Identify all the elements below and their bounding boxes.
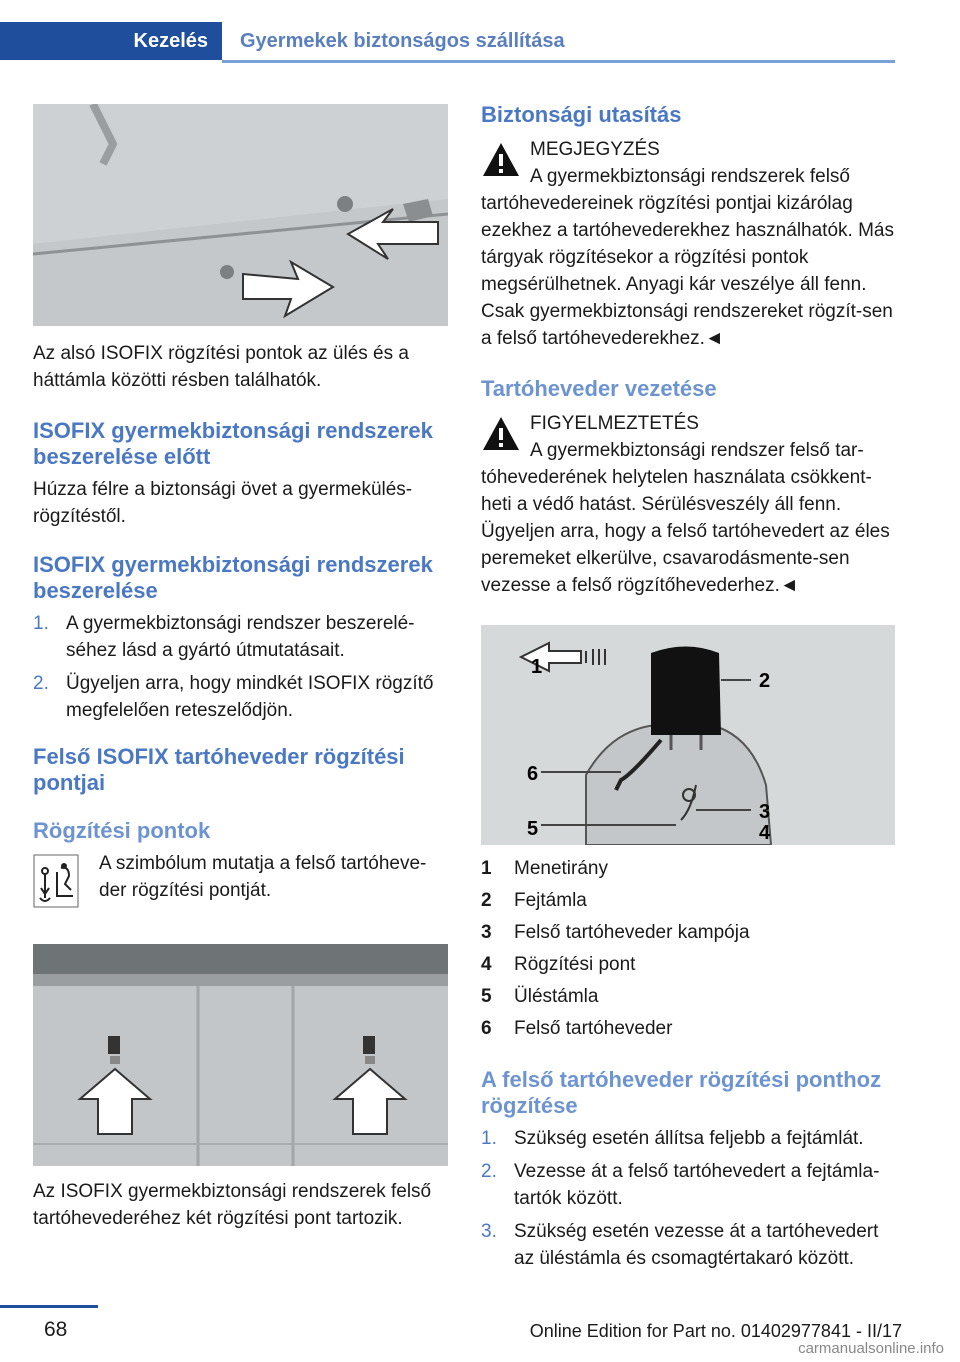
symbol-block <box>33 850 448 920</box>
heading-top-tether-points: Felső ISOFIX tartóheveder rögzítési pontjai <box>33 744 405 795</box>
notice-box <box>481 136 896 352</box>
footer-rule <box>0 1305 98 1308</box>
edition-text: Online Edition for Part no. 01402977841 - II/17 <box>529 1321 902 1341</box>
heading-anchor-points: Rögzítési pontok <box>33 818 211 843</box>
heading-before-install: ISOFIX gyermekbiztonsági rendszerek beszerelése előtt <box>33 418 433 469</box>
diagram-legend <box>481 853 896 1045</box>
seat-gap-illustration <box>33 104 448 326</box>
heading-safety: Biztonsági utasítás <box>481 102 682 127</box>
notice-title: MEGJEGYZÉS <box>530 139 660 160</box>
diagram-label-3: 3 <box>759 801 771 823</box>
warning-title: FIGYELMEZTETÉS <box>530 413 699 434</box>
right-column <box>481 102 896 1272</box>
attach-steps <box>481 1125 896 1272</box>
section-title: Gyermekek biztonságos szállítása <box>240 30 565 52</box>
isofix-seat-photo <box>33 104 448 326</box>
list-item: 1. Szükség esetén állítsa feljebb a fejtámlát. <box>481 1128 864 1149</box>
warning-text: A gyermekbiztonsági rendszer felső tar-tóhevederének helytelen használata csökkent-heti a védő hatást. Sérülésveszély áll fenn. Ügyeljen arra, hogy a felső tartóhevedert az éles peremeket elkerülve, csavarodásmente-sen vezesse a felső rögzítőhevederhez.◄ <box>481 440 890 596</box>
legend-item: 6 Felső tartóheveder <box>481 1018 673 1039</box>
legend-item: 1 Menetirány <box>481 858 608 879</box>
tether-diagram <box>481 625 895 845</box>
chapter-tab: Kezelés <box>0 22 222 60</box>
diagram-label-5: 5 <box>527 818 539 840</box>
child-seat-anchor-icon <box>33 854 79 908</box>
headrest-tether-illustration <box>481 625 895 845</box>
list-item: 2. Ügyeljen arra, hogy mindkét ISOFIX rögzítő megfelelően reteszelődjön. <box>33 673 434 721</box>
page-number: 68 <box>44 1318 68 1341</box>
notice-text: A gyermekbiztonsági rendszerek felső tartóhevedereinek rögzítési pontjai kizárólag ezekhez a tartóhevederekhez használhatók. Más tárgyak rögzítésekor a rögzítési pontok megsérülhetnek. Anyagi kár veszélye áll fenn. Csak gyermekbiztonsági rendszereket rögzít-sen a felső tartóhevederekhez.◄ <box>481 166 894 349</box>
heading-attach-tether: A felső tartóheveder rögzítési ponthoz rögzítése <box>481 1067 882 1118</box>
legend-item: 5 Üléstámla <box>481 986 599 1007</box>
diagram-label-2: 2 <box>759 670 771 692</box>
watermark: carmanualsonline.info <box>798 1340 944 1357</box>
diagram-label-1: 1 <box>531 656 543 678</box>
list-item: 3. Szükség esetén vezesse át a tartóhevedert az üléstámla és csomagtértakaró között. <box>481 1221 879 1269</box>
list-item: 1. A gyermekbiztonsági rendszer beszerelé-séhez lásd a gyártó útmutatásait. <box>33 613 415 661</box>
rear-seat-back-illustration <box>33 944 448 1166</box>
legend-item: 4 Rögzítési pont <box>481 954 636 975</box>
diagram-label-6: 6 <box>527 763 539 785</box>
warning-triangle-icon <box>481 140 521 180</box>
seat-caption: Az alsó ISOFIX rögzítési pontok az ülés és a háttámla közötti résben találhatók. <box>33 343 409 391</box>
heading-strap-routing: Tartóheveder vezetése <box>481 376 717 401</box>
anchor-points-photo <box>33 944 448 1166</box>
warning-triangle-icon <box>481 414 521 454</box>
anchor-caption: Az ISOFIX gyermekbiztonsági rendszerek felső tartóhevederéhez két rögzítési pont tartozik. <box>33 1181 432 1229</box>
header-rule <box>222 60 895 63</box>
install-steps <box>33 610 448 724</box>
list-item: 2. Vezesse át a felső tartóhevedert a fejtámla-tartók között. <box>481 1161 880 1209</box>
page-header <box>0 22 895 60</box>
warning-box <box>481 410 896 599</box>
heading-install: ISOFIX gyermekbiztonsági rendszerek beszerelése <box>33 552 433 603</box>
legend-item: 2 Fejtámla <box>481 890 587 911</box>
before-install-text: Húzza félre a biztonsági övet a gyermekülés-rögzítéstől. <box>33 479 413 527</box>
diagram-label-4: 4 <box>759 822 771 844</box>
symbol-text: A szimbólum mutatja a felső tartóheve-der rögzítési pontját. <box>99 853 427 901</box>
left-column <box>33 104 448 1232</box>
legend-item: 3 Felső tartóheveder kampója <box>481 922 750 943</box>
